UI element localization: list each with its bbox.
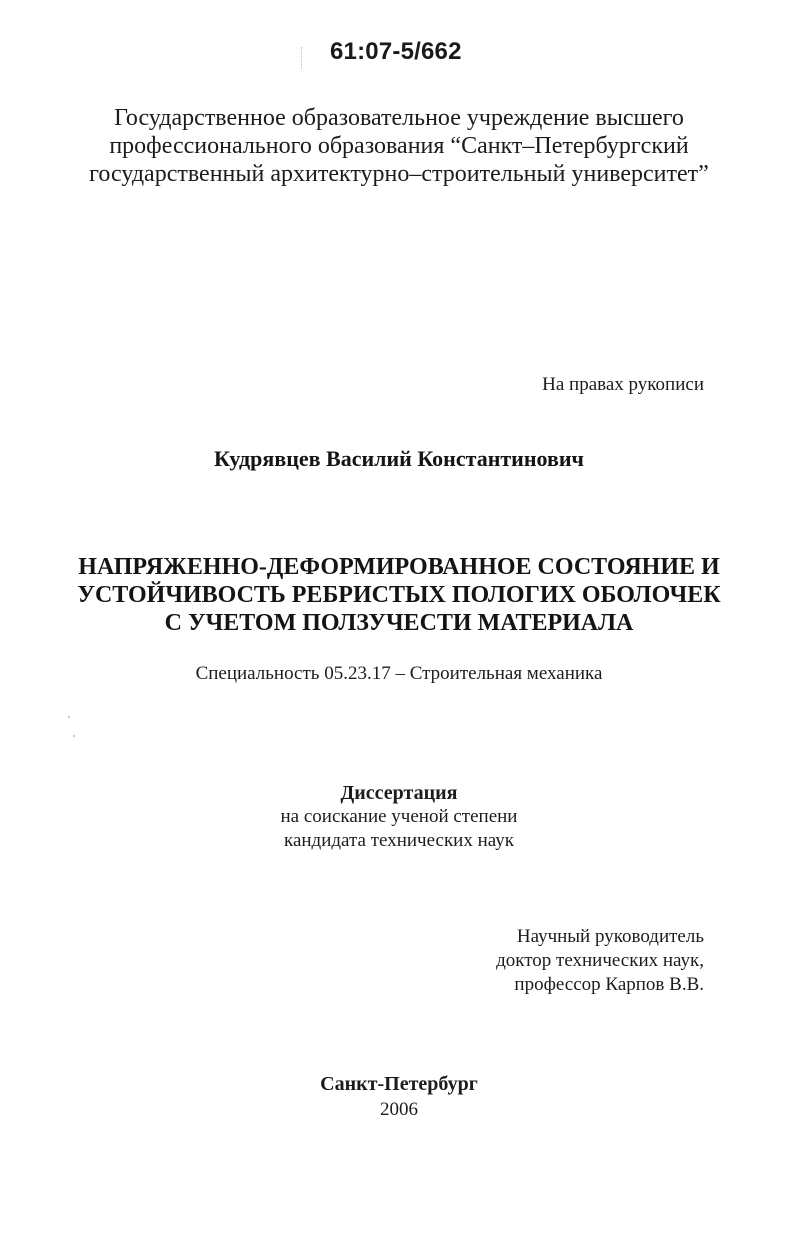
title-line: УСТОЙЧИВОСТЬ РЕБРИСТЫХ ПОЛОГИХ ОБОЛОЧЕК [77,582,721,608]
title-line: С УЧЕТОМ ПОЛЗУЧЕСТИ МАТЕРИАЛА [164,610,634,636]
manuscript-note: На правах рукописи [542,374,704,395]
supervisor-role: Научный руководитель [516,926,704,947]
degree-line: кандидата технических наук [284,830,514,851]
supervisor-name: профессор Карпов В.В. [514,974,704,995]
dissertation-title [0,553,798,637]
institution-line: государственный архитектурно–строительный университет” [89,161,709,187]
year: 2006 [380,1099,418,1120]
institution-name [0,104,798,188]
place-year [0,1072,798,1122]
author-name: Кудрявцев Василий Константинович [214,446,584,471]
degree-heading: Диссертация [340,782,458,804]
title-line: НАПРЯЖЕННО-ДЕФОРМИРОВАННОЕ СОСТОЯНИЕ И [78,554,720,580]
supervisor-degree: доктор технических наук, [496,950,704,971]
scan-artifact [68,716,70,718]
city: Санкт-Петербург [320,1073,478,1095]
scan-artifact [301,47,304,69]
supervisor-block [496,925,704,997]
catalog-number: 61:07-5/662 [330,38,462,65]
scan-artifact [73,735,75,737]
degree-block [0,781,798,853]
degree-line: на соискание ученой степени [280,806,518,827]
institution-line: Государственное образовательное учреждение высшего [114,105,684,131]
institution-line: профессионального образования “Санкт–Петербургский [109,133,689,159]
specialty: Специальность 05.23.17 – Строительная механика [195,663,603,684]
